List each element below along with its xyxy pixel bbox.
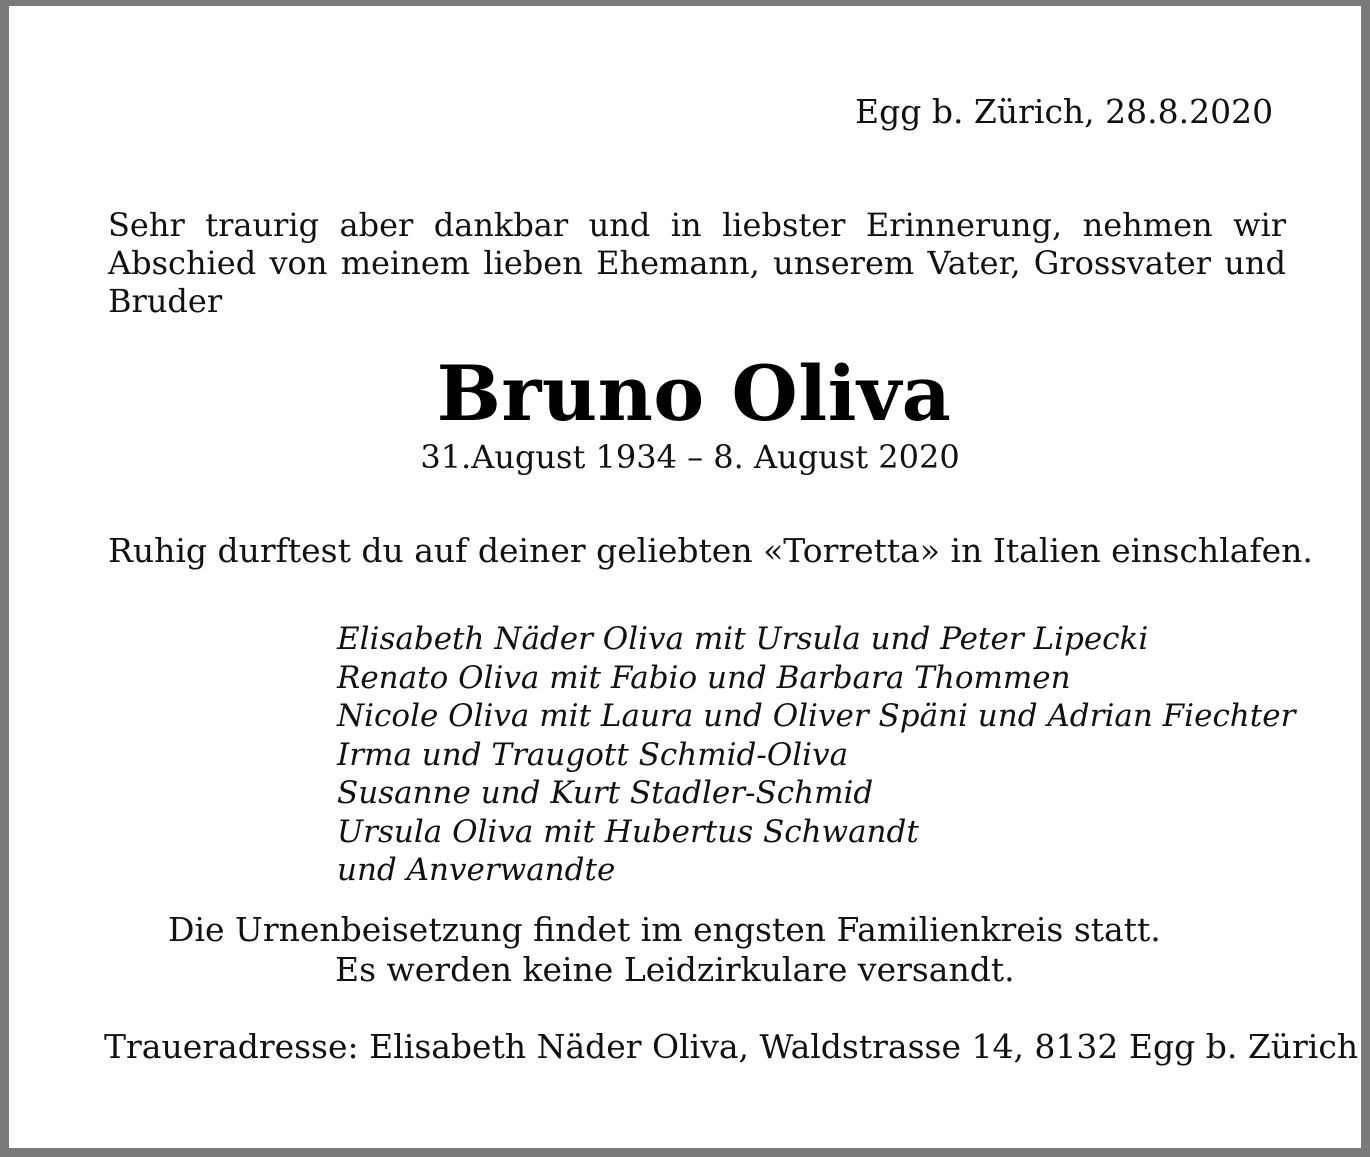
mourner-line: Irma und Traugott Schmid-Oliva [337, 736, 849, 773]
mourner-line: Ursula Oliva mit Hubertus Schwandt [337, 813, 919, 850]
intro-text: Sehr traurig aber dankbar und in liebster Erinnerung, nehmen wir Abschied von meinem lieben Ehemann, unserem Vater, Grossvater und Bruder [108, 206, 1286, 320]
mourning-address: Traueradresse: Elisabeth Näder Oliva, Waldstrasse 14, 8132 Egg b. Zürich [104, 1027, 1359, 1066]
mourners-list [337, 620, 1295, 890]
deceased-name: Bruno Oliva [436, 349, 952, 438]
burial-note: Die Urnenbeisetzung findet im engsten Familienkreis statt. [168, 910, 1161, 949]
lifespan-dates: 31.August 1934 – 8. August 2020 [420, 438, 960, 476]
mourner-line: Elisabeth Näder Oliva mit Ursula und Peter Lipecki [337, 621, 1149, 657]
mourner-line: Renato Oliva mit Fabio und Barbara Thommen [337, 659, 1071, 696]
mourner-line: und Anverwandte [337, 852, 616, 888]
place-date: Egg b. Zürich, 28.8.2020 [855, 92, 1274, 131]
quote-text: Ruhig durftest du auf deiner geliebten «Torretta» in Italien einschlafen. [108, 531, 1313, 570]
circulars-note: Es werden keine Leidzirkulare versandt. [335, 950, 1015, 989]
mourner-line: Nicole Oliva mit Laura und Oliver Späni und Adrian Fiechter [337, 698, 1296, 734]
mourner-line: Susanne und Kurt Stadler-Schmid [337, 775, 874, 811]
